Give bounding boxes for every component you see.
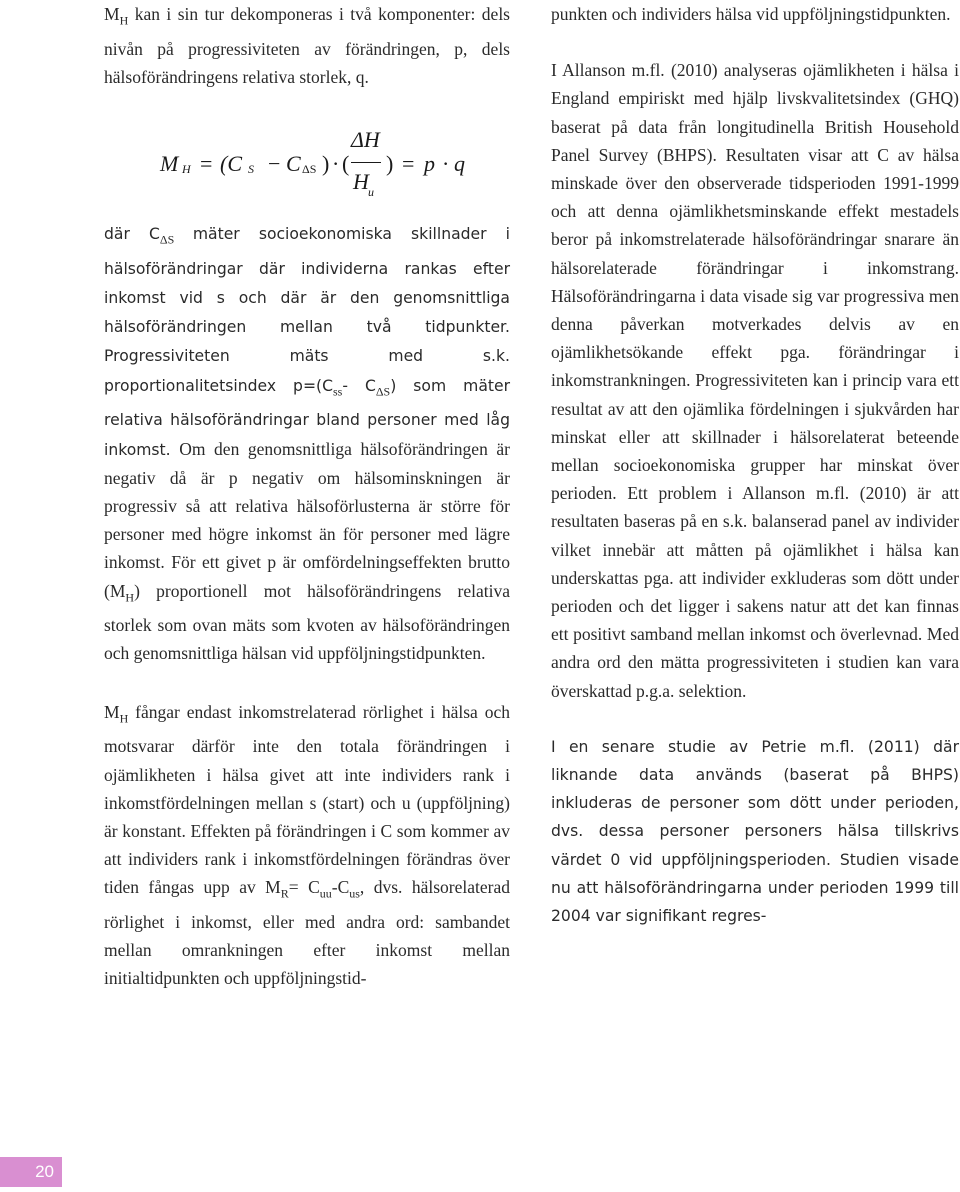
fraction-bar <box>351 162 381 163</box>
formula-decomposition: M H = (C S − C ΔS ) · ( ΔH H u ) = p · q <box>160 127 465 200</box>
paragraph-progressivity: där $C_{\Delta S}$ mäter socioekonomiska skillnader i hälsoförändringar där individerna rankas efter inkomst vid s och där är den genomsnittliga hälsoförändringen mellan två tidpunkter. Progressiviteten mäts med s.k. proportionalitetsindex $p=(C_{ss}-$ $C_{\Delta S}$) som mäter relativa hälsoförändringar bland personer med låg inkomst. Om den genomsnittliga hälsoförändringen är negativ då är p negativ om hälsominskningen är progressiv så att relativa hälsoförlusterna är större för personer med högre inkomst än för personer med lägre inkomst. För ett givet p är omfördelningseffekten brutto $(M_H)$ proportionell mot hälsoförändringens relativa storlek som ovan mäts som kvoten av hälsoförändringen och genomsnittliga hälsan vid uppföljningstidpunkten. <box>104 225 511 664</box>
paragraph-continuation: punkten och individers hälsa vid uppföljningstidpunkten. <box>551 4 951 24</box>
page-number: 20 <box>0 1157 62 1187</box>
left-column <box>104 0 510 993</box>
paragraph-mobility: $M_H$ fångar endast inkomstrelaterad rörlighet i hälsa och motsvarar därför inte den totala förändringen i ojämlikheten i hälsa givet att inte individers rank i inkomstfördelningen mellan s (start) och u (uppföljning) är konstant. Effekten på förändringen i C som kommer av att individers rank i inkomstfördelningen förändras över tiden fångas upp av $M_R= C_{uu}-C_{us}$, dvs. hälsorelaterad rörlighet i inkomst, eller med andra ord: sambandet mellan omrankningen efter inkomst mellan initialtidpunkten och uppföljningstid- <box>104 701 510 989</box>
paragraph-petrie: I en senare studie av Petrie m.fl. (2011) där liknande data används (baserat på BHPS) inkluderas de personer som dött under perioden, dvs. dessa personer personers hälsa tillskrivs värdet 0 vid uppföljningsperioden. Studien visade nu att hälsoförändringarna under perioden 1999 till 2004 var signifikant regres- <box>551 737 959 926</box>
paragraph-allanson: I Allanson m.fl. (2010) analyseras ojämlikheten i hälsa i England empiriskt med hjälp livskvalitetsindex (GHQ) baserat på data från longitudinella British Household Panel Survey (BHPS). Resultaten visar att C av hälsa minskade över den observerade tidsperioden 1991-1999 och att denna ojämlikhetsminskande effekt mestadels beror på inkomstrelaterade hälsoförändringar snarare än hälsorelaterade förändringar i inkomstrang. Hälsoförändringarna i data visade sig var progressiva men denna påverkan motverkades delvis av en ojämlikhetsökande effekt pga. förändringar i inkomstrankningen. Progressiviteten kan i princip vara ett resultat av att den ojämlika fördelningen i sjukvården har minskat eller att skillnader i hälsorelaterat beteende mellan socioekonomiska grupper har minskat över perioden. Ett problem i Allanson m.fl. (2010) är att resultaten baseras på en s.k. balanserad panel av individer vilket innebär att måtten på ojämlikhet i hälsa kan underskattas pga. att individer exkluderas som dött under perioden och det ligger i sakens natur att det kan finnas ett positivt samband mellan inkomst och överlevnad. Med andra ord den mätta progressiviteten i studien kan vara överskattad p.g.a. selektion. <box>551 60 959 701</box>
right-column <box>551 0 959 930</box>
paragraph-intro: $M_H$ kan i sin tur dekomponeras i två komponenter: dels nivån på progressiviteten av förändringen, p, dels hälsoförändringens relativa storlek, q. <box>104 4 510 87</box>
